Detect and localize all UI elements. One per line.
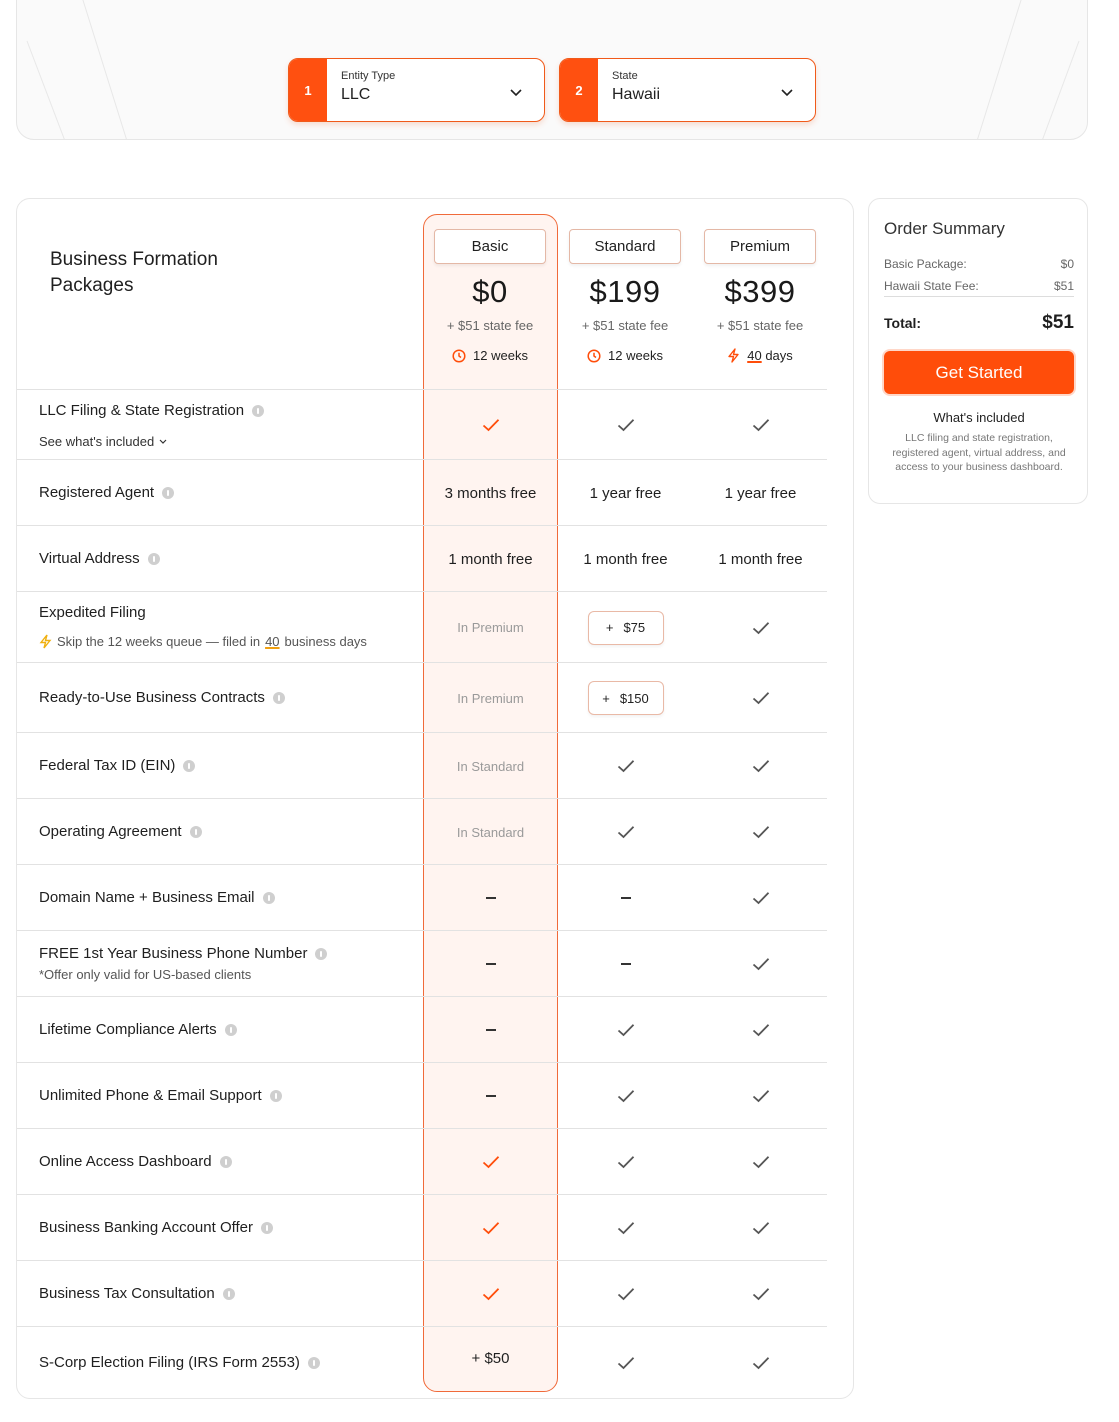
state-select[interactable]: [559, 58, 816, 122]
summary-line-value: $51: [1053, 279, 1074, 293]
feature-name: [39, 945, 327, 962]
checkmark-icon: [482, 1155, 500, 1169]
selector-panel: [16, 0, 1088, 140]
cell-value: 3 months free: [444, 484, 537, 502]
feature-label: Lifetime Compliance Alerts: [39, 1021, 217, 1038]
table-row: [17, 732, 827, 798]
table-cell: [693, 799, 828, 865]
summary-line-label: Hawaii State Fee:: [884, 279, 979, 293]
offer-note: *Offer only valid for US-based clients: [39, 967, 252, 982]
table-row: [17, 996, 827, 1062]
package-time-number: 40: [747, 348, 762, 363]
table-cell: [693, 931, 828, 997]
feature-name: [39, 604, 146, 621]
checkmark-icon: [482, 1221, 500, 1235]
checkmark-icon: [752, 418, 770, 432]
table-cell: [693, 460, 828, 526]
cell-value: 1 year free: [589, 484, 662, 502]
table-cell: [558, 997, 693, 1063]
feature-name: [39, 889, 275, 906]
table-cell: [558, 865, 693, 931]
entity-type-value: LLC: [341, 86, 371, 103]
package-fee: + $51 state fee: [716, 318, 804, 333]
table-cell: [558, 1063, 693, 1129]
table-cell: [423, 1195, 558, 1261]
table-row: [17, 1128, 827, 1194]
checkmark-icon: [617, 759, 635, 773]
package-time: [434, 348, 546, 363]
table-row: [17, 662, 827, 732]
feature-name: [39, 1354, 320, 1371]
table-row: [17, 1326, 827, 1398]
table-cell: [693, 592, 828, 663]
table-cell: [693, 1195, 828, 1261]
see-included-link[interactable]: [39, 434, 167, 449]
table-row: [17, 1062, 827, 1128]
info-icon[interactable]: [273, 692, 285, 704]
checkmark-icon: [617, 1155, 635, 1169]
addon-button[interactable]: [588, 611, 664, 645]
info-icon[interactable]: [263, 892, 275, 904]
package-name[interactable]: Premium: [704, 229, 816, 264]
dash-icon: [486, 1095, 496, 1097]
feature-name: [39, 689, 285, 706]
feature-name: [39, 1021, 237, 1038]
info-icon[interactable]: [225, 1024, 237, 1036]
table-cell: [558, 663, 693, 733]
summary-line-label: Basic Package:: [884, 257, 967, 271]
chevron-down-icon: [510, 89, 522, 97]
see-included-label: See what's included: [39, 434, 155, 449]
package-standard: [569, 229, 681, 363]
table-cell: [423, 390, 558, 460]
feature-name: [39, 402, 264, 419]
feature-name: [39, 1285, 235, 1302]
table-row: [17, 1194, 827, 1260]
table-cell: [423, 663, 558, 733]
info-icon[interactable]: [270, 1090, 282, 1102]
clock-icon: [587, 349, 601, 363]
table-cell: [423, 997, 558, 1063]
checkmark-icon: [752, 1356, 770, 1370]
feature-label: Federal Tax ID (EIN): [39, 757, 176, 774]
cell-value: 1 month free: [583, 550, 668, 568]
addon-price: $75: [623, 620, 646, 635]
included-in-label: In Premium: [457, 620, 524, 635]
package-name[interactable]: Standard: [569, 229, 681, 264]
package-name[interactable]: Basic: [434, 229, 546, 264]
table-cell: [423, 733, 558, 799]
checkmark-icon: [752, 957, 770, 971]
step-number: 1: [289, 59, 327, 121]
table-cell: [423, 931, 558, 997]
feature-name: [39, 484, 174, 501]
package-fee: + $51 state fee: [581, 318, 669, 333]
feature-label: Registered Agent: [39, 484, 155, 501]
checkmark-icon: [752, 825, 770, 839]
table-row: [17, 930, 827, 996]
table-row: [17, 525, 827, 591]
feature-name: [39, 550, 160, 567]
info-icon[interactable]: [315, 948, 327, 960]
packages-table: [16, 198, 854, 1399]
chevron-down-icon: [781, 89, 793, 97]
addon-button[interactable]: [588, 681, 664, 715]
order-summary: [868, 198, 1088, 504]
checkmark-icon: [482, 1287, 500, 1301]
table-cell: [558, 460, 693, 526]
feature-name: [39, 1153, 232, 1170]
package-time-unit: days: [765, 348, 793, 363]
feature-label: S-Corp Election Filing (IRS Form 2553): [39, 1354, 300, 1371]
checkmark-icon: [482, 418, 500, 432]
entity-type-select[interactable]: [288, 58, 545, 122]
table-cell: [558, 733, 693, 799]
feature-name: [39, 1087, 282, 1104]
checkmark-icon: [752, 621, 770, 635]
feature-label: Operating Agreement: [39, 823, 182, 840]
table-cell: [558, 1129, 693, 1195]
checkmark-icon: [617, 1023, 635, 1037]
package-price: $0: [472, 274, 508, 309]
feature-label: LLC Filing & State Registration: [39, 402, 245, 419]
feature-label: FREE 1st Year Business Phone Number: [39, 945, 308, 962]
checkmark-icon: [752, 1023, 770, 1037]
entity-type-label: Entity Type: [341, 70, 396, 82]
table-cell: [693, 1327, 828, 1399]
package-price: $199: [589, 274, 661, 309]
table-cell: [423, 460, 558, 526]
checkmark-icon: [752, 691, 770, 705]
table-cell: [423, 526, 558, 592]
checkmark-icon: [617, 1287, 635, 1301]
cell-value: 1 month free: [448, 550, 533, 568]
checkmark-icon: [752, 1089, 770, 1103]
table-cell: [423, 1261, 558, 1327]
cell-value: 1 month free: [718, 550, 803, 568]
info-icon[interactable]: [223, 1288, 235, 1300]
note-number: 40: [265, 634, 280, 649]
included-in-label: In Premium: [457, 690, 524, 706]
table-cell: [558, 1327, 693, 1399]
chevron-down-icon: [159, 439, 167, 445]
checkmark-icon: [617, 418, 635, 432]
feature-label: Business Tax Consultation: [39, 1285, 215, 1302]
table-cell: [558, 799, 693, 865]
table-title-line: Packages: [50, 275, 134, 296]
table-cell: [558, 390, 693, 460]
table-cell: [558, 592, 693, 663]
table-title: [50, 247, 270, 299]
table-cell: [558, 931, 693, 997]
table-row: [17, 459, 827, 525]
checkmark-icon: [617, 1089, 635, 1103]
table-cell: [693, 390, 828, 460]
table-cell: [423, 592, 558, 663]
package-price: $399: [724, 274, 796, 309]
table-cell: [423, 1063, 558, 1129]
summary-title: Order Summary: [884, 219, 1005, 238]
table-cell: [693, 865, 828, 931]
table-row: [17, 591, 827, 662]
state-label: State: [612, 70, 638, 82]
table-cell: [423, 799, 558, 865]
feature-label: Business Banking Account Offer: [39, 1219, 254, 1236]
info-icon[interactable]: [162, 487, 174, 499]
package-time: [569, 348, 681, 363]
table-cell: [693, 1261, 828, 1327]
summary-total: [884, 312, 1074, 334]
info-icon[interactable]: [183, 760, 195, 772]
package-basic: [434, 229, 546, 363]
get-started-button[interactable]: Get Started: [884, 351, 1074, 394]
checkmark-icon: [752, 759, 770, 773]
package-time-value: [747, 348, 793, 363]
table-cell: [693, 526, 828, 592]
dash-icon: [621, 963, 631, 965]
table-row: [17, 1260, 827, 1326]
table-cell: [558, 1195, 693, 1261]
table-cell: [423, 1129, 558, 1195]
addon-price: $150: [619, 690, 649, 706]
included-text: LLC filing and state registration, registered agent, virtual address, and access to your business dashboard.: [892, 432, 1066, 473]
note-text: business days: [284, 634, 367, 649]
included-in-label: In Standard: [456, 758, 525, 774]
table-cell: [693, 997, 828, 1063]
summary-line: [884, 257, 1074, 271]
expedited-note: [39, 634, 367, 649]
info-icon[interactable]: [220, 1156, 232, 1168]
feature-label: Ready-to-Use Business Contracts: [39, 689, 265, 706]
summary-line: [884, 279, 1074, 297]
checkmark-icon: [752, 1287, 770, 1301]
checkmark-icon: [752, 1155, 770, 1169]
included-title: What's included: [933, 410, 1025, 425]
feature-label: Virtual Address: [39, 550, 140, 567]
checkmark-icon: [617, 825, 635, 839]
table-cell: [693, 1063, 828, 1129]
table-cell: [693, 733, 828, 799]
feature-name: [39, 1219, 273, 1236]
info-icon[interactable]: [190, 826, 202, 838]
dash-icon: [486, 1029, 496, 1031]
plus-icon: +: [602, 690, 610, 706]
dash-icon: [486, 963, 496, 965]
info-icon[interactable]: [261, 1222, 273, 1234]
checkmark-icon: [752, 891, 770, 905]
package-premium: [704, 229, 816, 363]
step-number: 2: [560, 59, 598, 121]
table-cell: [558, 1261, 693, 1327]
dash-icon: [486, 897, 496, 899]
feature-label: Online Access Dashboard: [39, 1153, 212, 1170]
cell-value: + $50: [471, 1349, 510, 1367]
cell-value: 1 year free: [724, 484, 797, 502]
background-decoration: [17, 0, 1088, 140]
lightning-icon: [727, 348, 740, 363]
table-row: [17, 389, 827, 459]
package-fee: + $51 state fee: [446, 318, 534, 333]
feature-label: Unlimited Phone & Email Support: [39, 1087, 262, 1104]
feature-label: Domain Name + Business Email: [39, 889, 255, 906]
package-time-value: 12 weeks: [608, 348, 663, 363]
included-in-label: In Standard: [456, 824, 525, 840]
info-icon[interactable]: [308, 1357, 320, 1369]
summary-line-value: $0: [1060, 257, 1074, 271]
lightning-icon: [39, 634, 52, 649]
total-value: $51: [1042, 312, 1074, 333]
checkmark-icon: [617, 1221, 635, 1235]
feature-name: [39, 823, 202, 840]
info-icon[interactable]: [148, 553, 160, 565]
total-label: Total:: [884, 315, 922, 331]
dash-icon: [621, 897, 631, 899]
table-title-line: Business Formation: [50, 249, 218, 270]
state-value: Hawaii: [612, 86, 661, 103]
table-cell: [423, 865, 558, 931]
table-row: [17, 798, 827, 864]
note-text: Skip the 12 weeks queue — filed in: [57, 634, 261, 649]
checkmark-icon: [752, 1221, 770, 1235]
table-row: [17, 864, 827, 930]
table-cell: [693, 1129, 828, 1195]
plus-icon: +: [605, 620, 614, 635]
info-icon[interactable]: [252, 405, 264, 417]
table-cell: [423, 1327, 558, 1389]
feature-label: Expedited Filing: [39, 604, 146, 621]
feature-name: [39, 757, 195, 774]
package-time-value: 12 weeks: [473, 348, 528, 363]
table-cell: [558, 526, 693, 592]
checkmark-icon: [617, 1356, 635, 1370]
table-cell: [693, 663, 828, 733]
clock-icon: [452, 349, 466, 363]
package-time: [704, 348, 816, 363]
